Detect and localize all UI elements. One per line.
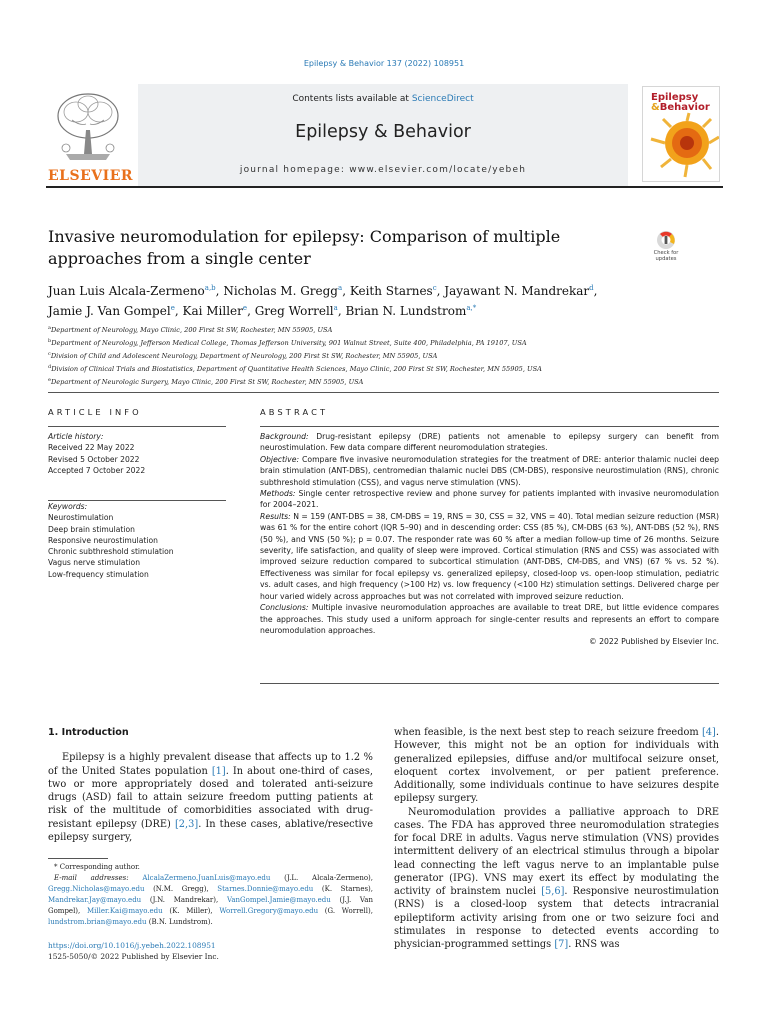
email-link[interactable]: Gregg.Nicholas@mayo.edu [48,885,145,894]
masthead-center [138,84,628,186]
author-list [48,280,688,320]
citation-link[interactable]: [7] [554,939,569,950]
body-paragraph: when feasible, is the next best step to reach seizure freedom [4]. However, this might not be an option for individuals with generalized epilepsies, diffuse and/or multifocal seizure onset, eloquent cortex involvement, or per patient preference. Additionally, some individuals continue to have seizures despite epilepsy surgery. [394,727,719,805]
revised-date: Revised 5 October 2022 [48,454,140,464]
body-paragraph: Neuromodulation provides a palliative approach to DRE cases. The FDA has approved three neuromodulation strategies for focal DRE in adults. Vagus nerve stimulation (VNS) provides intermittent delivery of an electrical stimulus through a bipolar lead connecting the left vagus nerve to an implantable pulse generator (IPG). VNS may exert its effect by modulating the activity of brainstem nuclei [5,6]. Responsive neurostimulation (RNS) is a closed-loop system that detects intracranial epileptiform activity arising from one or two seizure foci and stimulates in response to detected events according to physician-programmed settings [7]. RNS was [394,806,719,950]
affiliation: $^e$Department of Neurologic Surgery, Mayo Clinic, 200 First St SW, Rochester, MN 55905, USA [48,376,364,386]
divider [48,426,226,427]
citation-link[interactable]: [4] [701,727,716,738]
abstract-section: Results: N = 159 (ANT-DBS = 38, CM-DBS = 19, RNS = 30, CSS = 32, VNS = 40). Total median seizure reduction (MSR) was 61 % for the entire cohort (IQR 5–90) and in descending order: CSS (85 %), CM-DBS (63 %), ANT-DBS (52 %), RNS (50 %), and VNS (50 %); p = 0.07. The responder rate was 60 % after a median follow-up time of 26 months. Seizure severity, life satisfaction, and quality of sleep were improved. Cortical stimulation (RNS and CSS) was associated with improved seizure reduction compared to subcortical stimulation (ANT-DBS, CM-DBS, and VNS) (67 % vs. 52 %). Effectiveness was similar for focal epilepsy vs. generalized epilepsy, closed-loop vs. open-loop stimulation, pediatric vs. adult cases, and high frequency (>100 Hz) vs. low frequency (<100 Hz) stimulation settings. Delivered charge per hour varied widely across approaches but was not correlated with improved seizure reduction. [260,511,719,601]
email-addresses: E-mail addresses: AlcalaZermeno.JuanLuis@mayo.edu (J.L. Alcala-Zermeno), Gregg.Nicholas@mayo.edu (N.M. Gregg), Starnes.Donnie@mayo.edu (K. Starnes), Mandrekar.Jay@mayo.edu (J.N. Mandrekar), VanGompel.Jamie@mayo.edu (J.J. Van Gompel), Miller.Kai@mayo.edu (K. Miller), Worrell.Gregory@mayo.edu (G. Worrell), lundstrom.brian@mayo.edu (B.N. Lundstrom). [48,874,374,927]
corresponding-author-note: * Corresponding author. [54,863,140,871]
author[interactable]: Keith Starnes$^c$, [349,284,445,298]
abstract-heading: ABSTRACT [260,407,329,417]
affiliation: $^a$Department of Neurology, Mayo Clinic, 200 First St SW, Rochester, MN 55905, USA [48,325,333,335]
doi-block [48,940,373,963]
journal-homepage[interactable]: journal homepage: www.elsevier.com/locate/yebeh [239,165,527,175]
abstract-body [260,431,719,648]
keyword: Deep brain stimulation [48,524,135,534]
email-link[interactable]: Starnes.Donnie@mayo.edu [217,885,314,894]
elsevier-wordmark: ELSEVIER [48,168,134,184]
body-column-left [48,726,373,844]
check-for-updates-badge[interactable] [646,230,686,268]
article-info-heading: ARTICLE INFO [48,407,142,417]
email-link[interactable]: AlcalaZermeno.JuanLuis@mayo.edu [142,874,271,883]
doi-link[interactable]: https://doi.org/10.1016/j.yebeh.2022.108951 [48,941,216,950]
author[interactable]: Jamie J. Van Gompel$^e$, [48,304,183,318]
sciencedirect-link[interactable]: ScienceDirect [411,94,474,104]
abstract-section: Background: Drug-resistant epilepsy (DRE) patients not amenable to epilepsy surgery can benefit from neurostimulation. Few data compare different neuromodulation strategies. [260,432,719,453]
keyword: Chronic subthreshold stimulation [48,547,174,557]
journal-masthead [46,84,723,186]
author[interactable]: Kai Miller$^e$, [182,304,255,318]
affiliation: $^d$Division of Clinical Trials and Biostatistics, Department of Quantitative Health Sciences, Mayo Clinic, 200 First St SW, Rochester, MN 55905, USA [48,363,542,373]
cover-title-ampersand: & [651,102,660,113]
keyword: Responsive neurostimulation [48,535,158,545]
keyword: Neurostimulation [48,513,114,523]
section-heading-introduction: 1. Introduction [48,727,129,738]
keywords-block [48,501,228,580]
affiliation: $^b$Department of Neurology, Jefferson Medical College, Thomas Jefferson University, 901 Walnut Street, Suite 400, Philadelphia, PA 19107, USA [48,337,527,348]
email-link[interactable]: lundstrom.brian@mayo.edu [48,918,147,927]
tree-icon [46,90,130,168]
keyword: Low-frequency stimulation [48,569,149,579]
cover-flower-image [643,87,720,182]
abstract-section: Conclusions: Multiple invasive neuromodulation approaches are available to treat DRE, but little evidence compares the approaches. This study used a uniform approach for single-center results and represents an effort to compare neuromodulation approaches. [260,603,719,635]
copyright-notice: © 2022 Published by Elsevier Inc. [588,637,719,647]
article-history [48,431,228,476]
author[interactable]: Brian N. Lundstrom$^{a,*}$ [345,304,477,318]
elsevier-tree-logo [46,90,134,184]
body-column-right [394,726,719,951]
email-link[interactable]: Miller.Kai@mayo.edu [86,907,163,916]
author[interactable]: Juan Luis Alcala-Zermeno$^{a,b}$, [48,284,224,298]
contents-availability [138,94,628,104]
journal-citation-link[interactable]: Epilepsy & Behavior 137 (2022) 108951 [303,59,465,68]
email-link[interactable]: Mandrekar.Jay@mayo.edu [48,896,142,905]
abstract-section: Methods: Single center retrospective review and phone survey for patients implanted with invasive neuromodulation for 2004–2021. [260,489,719,510]
accepted-date: Accepted 7 October 2022 [48,465,146,475]
author[interactable]: Greg Worrell$^a$, [254,304,346,318]
citation-link[interactable]: [1] [211,765,226,777]
abstract-section: Objective: Compare five invasive neuromodulation strategies for the treatment of DRE: anterior thalamic nuclei deep brain stimulation (ANT-DBS), centromedian thalamic nuclei DBS (CM-DBS), responsive neurostimulation (RNS), chronic subthreshold stimulation (CSS), and vagus nerve stimulation (VNS). [260,454,719,487]
keyword: Vagus nerve stimulation [48,558,141,568]
affiliations [48,323,728,387]
contents-prefix: Contents lists available at [292,94,412,104]
history-label: Article history: [48,432,104,441]
crossmark-label: Check for updates [653,250,679,262]
affiliation: $^c$Division of Child and Adolescent Neurology, Department of Neurology, 200 First St SW, Rochester, MN 55905, USA [48,350,438,360]
received-date: Received 22 May 2022 [48,443,135,453]
email-link[interactable]: VanGompel.Jamie@mayo.edu [226,896,331,905]
article-title: Invasive neuromodulation for epilepsy: Comparison of multiple approaches from a single center [48,227,561,268]
journal-title: Epilepsy & Behavior [295,122,471,142]
citation-link[interactable]: [2,3] [174,818,199,830]
author[interactable]: Nicholas M. Gregg$^a$, [223,284,350,298]
issn-line: 1525-5050/© 2022 Published by Elsevier Inc. [48,952,219,962]
crossmark-icon [646,230,686,250]
body-paragraph: Epilepsy is a highly prevalent disease that affects up to 1.2 % of the United States population [1]. In about one-third of cases, two or more appropriately dosed and tolerated anti-seizure drugs (ASD) fail to attain seizure freedom putting patients at risk of the multitude of comorbidities associated with drug-resistant epilepsy (DRE) [2,3]. In these cases, ablative/resective epilepsy surgery, [48,752,374,843]
cover-title-line2: Behavior [659,102,710,113]
footnotes [48,862,373,929]
divider [260,426,719,427]
masthead-rule [46,186,723,188]
citation-link[interactable]: [5,6] [541,886,565,897]
footnote-rule [48,858,108,859]
cover-title-line1: Epilepsy [651,92,699,103]
email-link[interactable]: Worrell.Gregory@mayo.edu [219,907,319,916]
keywords-label: Keywords: [48,502,88,511]
divider [260,683,719,684]
journal-cover-thumbnail[interactable] [642,86,720,182]
author[interactable]: Jayawant N. Mandrekar$^d$, [444,284,598,298]
divider [48,392,719,393]
